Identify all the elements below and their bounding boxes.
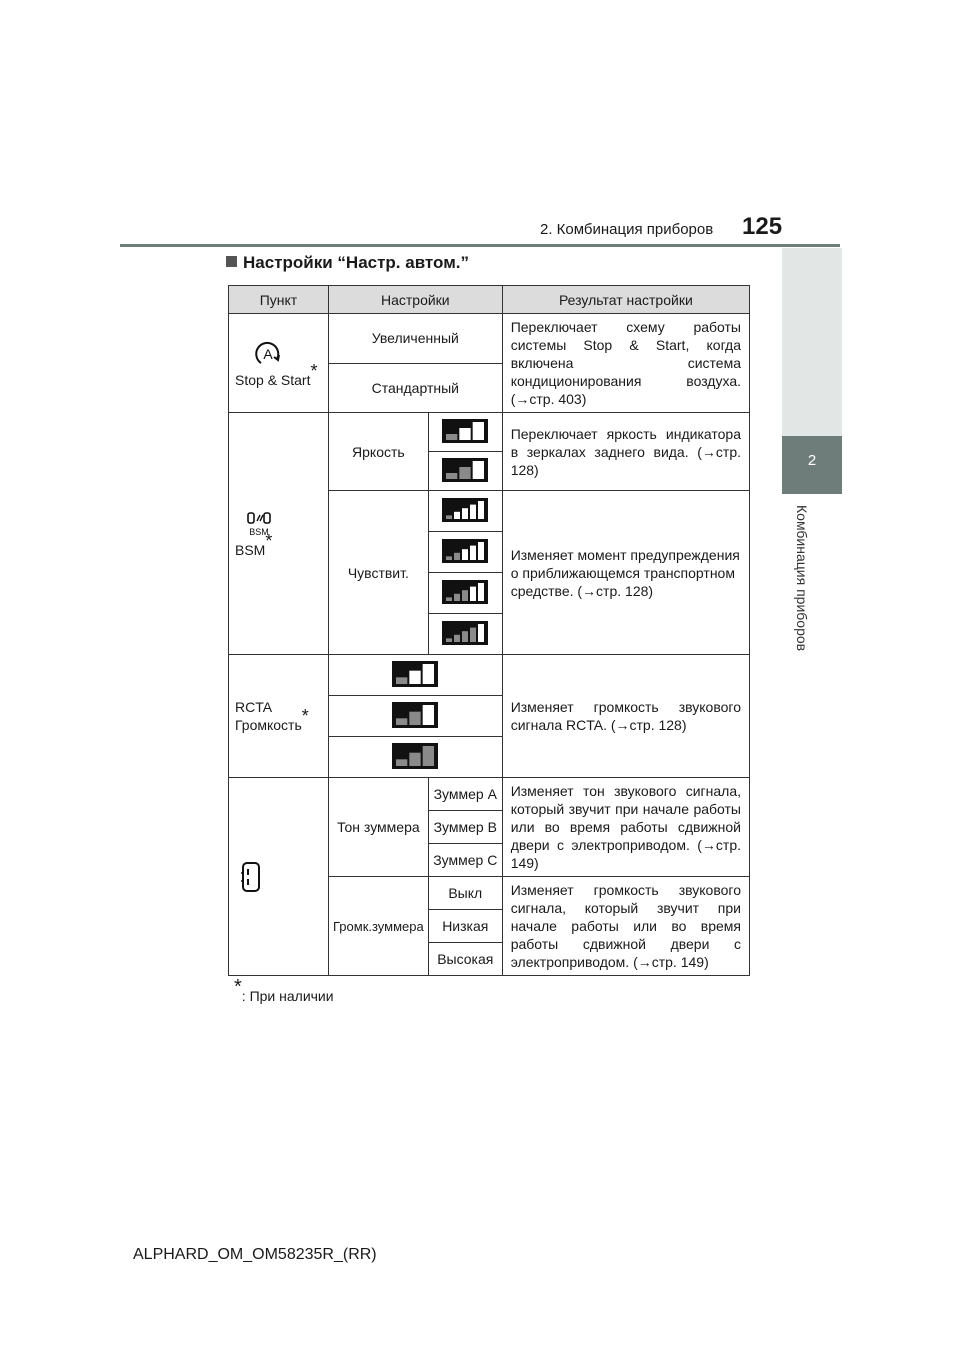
rcta-item bbox=[229, 655, 329, 778]
bsm-item bbox=[229, 413, 329, 655]
setting-cell: Зуммер A bbox=[428, 778, 502, 811]
side-bar bbox=[782, 248, 842, 436]
footnote-mark: * bbox=[301, 706, 309, 727]
chapter-tab: 2 bbox=[782, 436, 842, 494]
rcta-volume-label: Громкость bbox=[235, 717, 302, 733]
level-cell bbox=[428, 614, 502, 655]
setting-cell: Зуммер B bbox=[428, 811, 502, 844]
setting-cell: Выкл bbox=[428, 877, 502, 910]
stop-start-label: Stop & Start bbox=[235, 372, 311, 388]
level-cell bbox=[428, 491, 502, 532]
result-cell: Изменяет тон звукового сигнала, который звучит при начале работы или во время работы сдвижной двери с электроприводом. (→стр. 149) bbox=[502, 778, 749, 877]
rcta-label: RCTA bbox=[235, 699, 273, 715]
document-code: ALPHARD_OM_OM58235R_(RR) bbox=[133, 1246, 377, 1263]
svg-text:BSM: BSM bbox=[249, 526, 269, 537]
setting-cell: Стандартный bbox=[328, 363, 502, 413]
chapter-header: 2. Комбинация приборов bbox=[540, 221, 714, 238]
footnote-mark: * bbox=[310, 361, 318, 382]
level-cell bbox=[428, 573, 502, 614]
level-cell bbox=[328, 737, 502, 778]
level-bars-icon bbox=[442, 458, 488, 482]
footnote bbox=[234, 976, 334, 1004]
header-settings: Настройки bbox=[328, 286, 502, 314]
table-row bbox=[229, 778, 750, 811]
section-title-text: Настройки “Настр. автом.” bbox=[243, 253, 469, 272]
section-title bbox=[226, 253, 469, 273]
sliding-door-icon bbox=[235, 861, 322, 893]
footnote-mark: * bbox=[265, 530, 273, 551]
sensitivity-bars-icon bbox=[442, 498, 488, 522]
level-bars-icon bbox=[442, 419, 488, 443]
table-row bbox=[229, 413, 750, 452]
level-cell bbox=[428, 452, 502, 491]
bsm-icon bbox=[235, 509, 322, 541]
brightness-label: Яркость bbox=[328, 413, 428, 491]
square-bullet-icon bbox=[226, 256, 237, 267]
result-cell: Изменяет громкость звукового сигнала RCTA. (→стр. 128) bbox=[502, 655, 749, 778]
buzzer-volume-label: Громк.зуммера bbox=[328, 877, 428, 976]
level-cell bbox=[328, 655, 502, 696]
header-result: Результат настройки bbox=[502, 286, 749, 314]
svg-text:A: A bbox=[263, 346, 273, 362]
level-cell bbox=[428, 532, 502, 573]
volume-bars-icon bbox=[392, 743, 438, 769]
sliding-door-item bbox=[229, 778, 329, 976]
volume-bars-icon bbox=[392, 702, 438, 728]
sensitivity-bars-icon bbox=[442, 580, 488, 604]
stop-start-item bbox=[229, 314, 329, 413]
header-item: Пункт bbox=[229, 286, 329, 314]
chapter-side-label: Комбинация приборов bbox=[794, 505, 810, 652]
volume-bars-icon bbox=[392, 661, 438, 687]
table-row bbox=[229, 314, 750, 364]
setting-cell: Низкая bbox=[428, 910, 502, 943]
table-row bbox=[229, 655, 750, 696]
setting-cell: Зуммер C bbox=[428, 844, 502, 877]
result-cell: Изменяет момент предупреждения о приближающемся транспортном средстве. (→стр. 128) bbox=[502, 491, 749, 655]
stop-start-icon bbox=[235, 337, 322, 371]
table-header-row bbox=[229, 286, 750, 314]
buzzer-tone-label: Тон зуммера bbox=[328, 778, 428, 877]
footnote-mark: * bbox=[234, 976, 242, 999]
sensitivity-label: Чувствит. bbox=[328, 491, 428, 655]
result-cell: Переключает схему работы системы Stop & Start, когда включена система кондиционирования воздуха. (→стр. 403) bbox=[502, 314, 749, 413]
sensitivity-bars-icon bbox=[442, 621, 488, 645]
settings-table bbox=[228, 285, 750, 976]
level-cell bbox=[328, 696, 502, 737]
footnote-text: : При наличии bbox=[241, 988, 334, 1004]
bsm-label: BSM bbox=[235, 541, 266, 558]
level-cell bbox=[428, 413, 502, 452]
result-cell: Переключает яркость индикатора в зеркалах заднего вида. (→стр. 128) bbox=[502, 413, 749, 491]
header-rule bbox=[120, 244, 840, 247]
sensitivity-bars-icon bbox=[442, 539, 488, 563]
page-number: 125 bbox=[742, 213, 783, 240]
setting-cell: Увеличенный bbox=[328, 314, 502, 364]
result-cell: Изменяет громкость звукового сигнала, который звучит при начале работы или во время работы сдвижной двери с электроприводом. (→стр. 149) bbox=[502, 877, 749, 976]
setting-cell: Высокая bbox=[428, 943, 502, 976]
